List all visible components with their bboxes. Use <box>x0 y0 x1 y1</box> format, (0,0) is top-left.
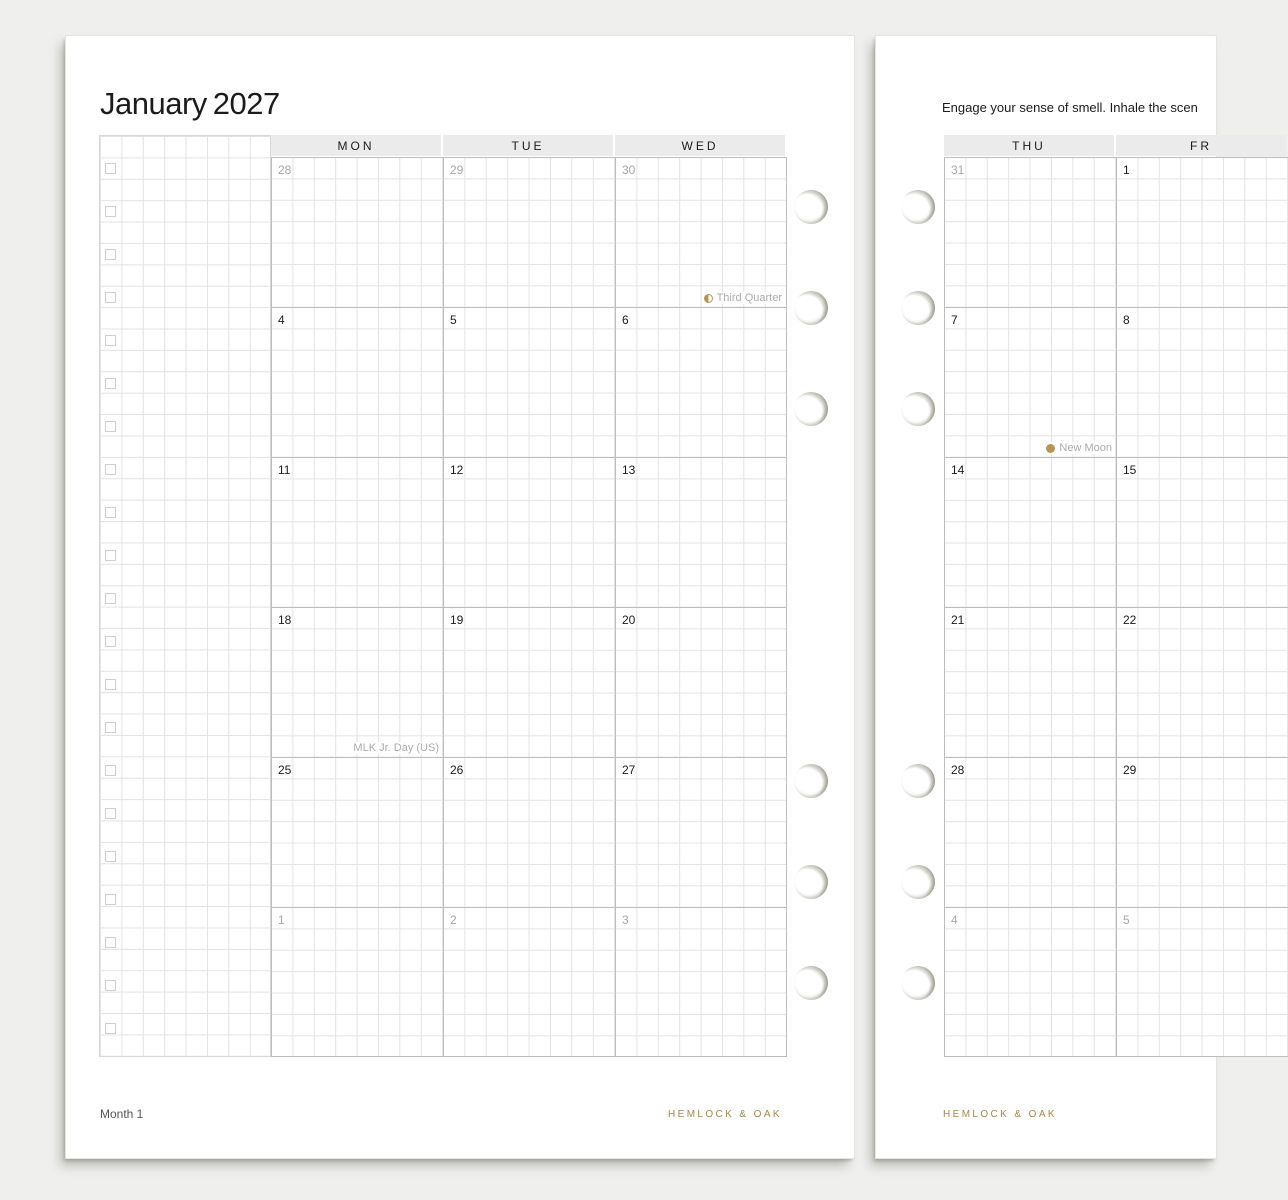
day-number: 5 <box>1123 913 1130 927</box>
day-cell[interactable] <box>944 307 1116 457</box>
todo-checkbox[interactable] <box>105 937 116 948</box>
ring-hole-right <box>901 865 935 899</box>
todo-checkbox[interactable] <box>105 765 116 776</box>
day-cell[interactable] <box>443 457 615 607</box>
todo-checkbox[interactable] <box>105 464 116 475</box>
day-number: 4 <box>951 913 958 927</box>
calendar-event <box>352 742 440 754</box>
day-cell[interactable] <box>271 607 443 757</box>
event-label: New Moon <box>1059 442 1112 454</box>
day-cell[interactable] <box>443 757 615 907</box>
day-number: 22 <box>1123 613 1137 627</box>
day-cell[interactable] <box>1116 157 1288 307</box>
day-number: 1 <box>278 913 285 927</box>
day-cell[interactable] <box>271 157 443 307</box>
day-number: 8 <box>1123 313 1130 327</box>
ring-hole-left <box>794 865 828 899</box>
weekday-header: TUE <box>443 135 613 156</box>
day-number: 29 <box>450 163 464 177</box>
todo-checkbox[interactable] <box>105 550 116 561</box>
todo-checkbox[interactable] <box>105 808 116 819</box>
ring-hole-right <box>901 764 935 798</box>
event-label: MLK Jr. Day (US) <box>353 742 439 754</box>
month-label: Month 1 <box>100 1107 144 1121</box>
day-cell[interactable] <box>1116 457 1288 607</box>
day-number: 20 <box>622 613 636 627</box>
day-cell[interactable] <box>1116 907 1288 1057</box>
day-cell[interactable] <box>944 607 1116 757</box>
weekday-header: WED <box>615 135 785 156</box>
day-cell[interactable] <box>443 307 615 457</box>
day-number: 5 <box>450 313 457 327</box>
ring-hole-left <box>794 966 828 1000</box>
title-year: 2027 <box>212 86 280 121</box>
brand-logo: HEMLOCK & OAK <box>943 1109 1057 1120</box>
day-number: 21 <box>951 613 965 627</box>
new-moon-icon <box>1046 444 1055 453</box>
tagline-text: Engage your sense of smell. Inhale the scen <box>942 100 1198 115</box>
todo-checkbox[interactable] <box>105 851 116 862</box>
day-cell[interactable] <box>944 457 1116 607</box>
todo-checkbox[interactable] <box>105 378 116 389</box>
day-number: 25 <box>278 763 292 777</box>
day-cell[interactable] <box>443 607 615 757</box>
ring-hole-left <box>794 392 828 426</box>
day-number: 28 <box>951 763 965 777</box>
day-number: 1 <box>1123 163 1130 177</box>
day-number: 29 <box>1123 763 1137 777</box>
todo-checkbox[interactable] <box>105 292 116 303</box>
third-quarter-moon-icon <box>704 294 713 303</box>
day-cell[interactable] <box>1116 307 1288 457</box>
day-number: 12 <box>450 463 464 477</box>
weekday-header: FR <box>1116 135 1286 156</box>
day-cell[interactable] <box>615 607 787 757</box>
day-cell[interactable] <box>615 157 787 307</box>
todo-checkbox[interactable] <box>105 421 116 432</box>
day-number: 31 <box>951 163 965 177</box>
ring-hole-left <box>794 764 828 798</box>
day-cell[interactable] <box>271 757 443 907</box>
day-cell[interactable] <box>443 157 615 307</box>
todo-checkbox[interactable] <box>105 894 116 905</box>
weekday-header: MON <box>271 135 441 156</box>
day-cell[interactable] <box>615 307 787 457</box>
calendar-event <box>703 292 783 304</box>
day-number: 11 <box>278 463 291 477</box>
day-number: 2 <box>450 913 457 927</box>
day-cell[interactable] <box>944 907 1116 1057</box>
todo-checkbox[interactable] <box>105 335 116 346</box>
notes-grid[interactable] <box>99 135 271 1057</box>
todo-checkbox[interactable] <box>105 163 116 174</box>
ring-hole-right <box>901 966 935 1000</box>
todo-checkbox[interactable] <box>105 507 116 518</box>
day-cell[interactable] <box>443 907 615 1057</box>
day-number: 19 <box>450 613 464 627</box>
weekday-header: THU <box>944 135 1114 156</box>
todo-checkbox[interactable] <box>105 206 116 217</box>
day-number: 30 <box>622 163 636 177</box>
page-title <box>100 86 280 122</box>
day-number: 13 <box>622 463 636 477</box>
day-number: 26 <box>450 763 464 777</box>
day-number: 18 <box>278 613 292 627</box>
day-number: 6 <box>622 313 629 327</box>
day-cell[interactable] <box>1116 757 1288 907</box>
ring-hole-left <box>794 190 828 224</box>
calendar-event <box>1045 442 1113 454</box>
todo-checkbox[interactable] <box>105 722 116 733</box>
day-number: 28 <box>278 163 292 177</box>
day-number: 7 <box>951 313 958 327</box>
ring-hole-right <box>901 291 935 325</box>
ring-hole-right <box>901 392 935 426</box>
day-cell[interactable] <box>944 157 1116 307</box>
title-month: January <box>100 86 207 121</box>
todo-checkbox[interactable] <box>105 636 116 647</box>
day-number: 27 <box>622 763 636 777</box>
planner-page-left <box>66 36 854 1158</box>
day-number: 3 <box>622 913 629 927</box>
todo-checkbox[interactable] <box>105 1023 116 1034</box>
day-cell[interactable] <box>271 907 443 1057</box>
todo-checkbox[interactable] <box>105 249 116 260</box>
day-cell[interactable] <box>615 757 787 907</box>
day-cell[interactable] <box>271 457 443 607</box>
todo-checkbox[interactable] <box>105 679 116 690</box>
day-cell[interactable] <box>615 907 787 1057</box>
day-number: 14 <box>951 463 965 477</box>
day-cell[interactable] <box>944 757 1116 907</box>
day-cell[interactable] <box>271 307 443 457</box>
todo-checkbox[interactable] <box>105 593 116 604</box>
todo-checkbox[interactable] <box>105 980 116 991</box>
event-label: Third Quarter <box>716 292 782 304</box>
day-cell[interactable] <box>1116 607 1288 757</box>
ring-hole-left <box>794 291 828 325</box>
day-number: 4 <box>278 313 285 327</box>
day-cell[interactable] <box>615 457 787 607</box>
ring-hole-right <box>901 190 935 224</box>
day-number: 15 <box>1123 463 1137 477</box>
brand-logo: HEMLOCK & OAK <box>668 1109 782 1120</box>
